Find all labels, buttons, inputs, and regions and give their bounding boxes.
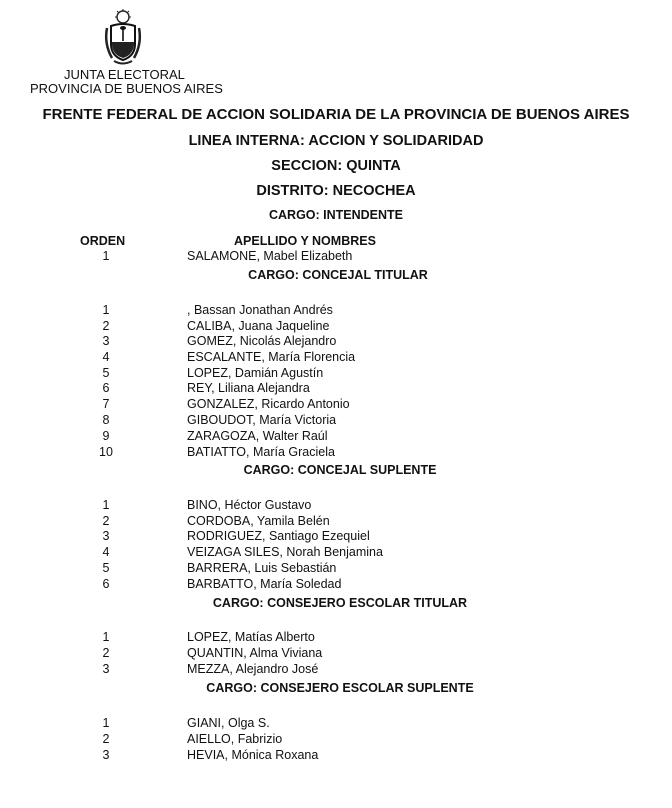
row-order: 1 bbox=[102, 716, 110, 730]
row-order: 2 bbox=[102, 732, 110, 746]
row-name: REY, Liliana Alejandra bbox=[187, 381, 310, 395]
org-name: JUNTA ELECTORAL bbox=[64, 67, 185, 82]
row-name: VEIZAGA SILES, Norah Benjamina bbox=[187, 545, 383, 559]
row-order: 6 bbox=[102, 577, 110, 591]
table-row bbox=[0, 444, 672, 460]
row-order: 2 bbox=[102, 514, 110, 528]
row-order: 7 bbox=[102, 397, 110, 411]
table-row bbox=[0, 248, 672, 264]
row-order: 9 bbox=[102, 429, 110, 443]
row-name: CORDOBA, Yamila Belén bbox=[187, 514, 330, 528]
row-name: BATIATTO, María Graciela bbox=[187, 445, 335, 459]
row-order: 2 bbox=[102, 646, 110, 660]
row-name: RODRIGUEZ, Santiago Ezequiel bbox=[187, 529, 370, 543]
district-title: DISTRITO: NECOCHEA bbox=[256, 183, 416, 199]
row-name: LOPEZ, Damián Agustín bbox=[187, 366, 324, 380]
row-order: 2 bbox=[102, 319, 110, 333]
table-row bbox=[0, 576, 672, 592]
cargo-heading: CARGO: CONCEJAL SUPLENTE bbox=[243, 463, 437, 477]
table-row bbox=[0, 349, 672, 365]
org-province: PROVINCIA DE BUENOS AIRES bbox=[30, 81, 223, 96]
row-order: 4 bbox=[102, 350, 110, 364]
row-name: AIELLO, Fabrizio bbox=[187, 732, 283, 746]
cargo-intendente-heading: CARGO: INTENDENTE bbox=[268, 208, 404, 222]
row-order: 3 bbox=[102, 529, 110, 543]
row-name: ESCALANTE, María Florencia bbox=[187, 350, 356, 364]
row-name: MEZZA, Alejandro José bbox=[187, 662, 319, 676]
table-row bbox=[0, 380, 672, 396]
row-order: 10 bbox=[99, 445, 113, 459]
row-order: 1 bbox=[102, 498, 110, 512]
internal-line-title: LINEA INTERNA: ACCION Y SOLIDARIDAD bbox=[188, 133, 484, 149]
row-name: , Bassan Jonathan Andrés bbox=[187, 303, 333, 317]
row-order: 5 bbox=[102, 561, 110, 575]
table-row bbox=[0, 661, 672, 677]
table-row bbox=[0, 544, 672, 560]
row-name: GONZALEZ, Ricardo Antonio bbox=[187, 397, 350, 411]
cargo-heading: CARGO: CONCEJAL TITULAR bbox=[248, 268, 428, 282]
table-row bbox=[0, 645, 672, 661]
table-row bbox=[0, 497, 672, 513]
table-row bbox=[0, 333, 672, 349]
table-row bbox=[0, 302, 672, 318]
row-name: GIBOUDOT, María Victoria bbox=[187, 413, 337, 427]
row-name: QUANTIN, Alma Viviana bbox=[187, 646, 323, 660]
row-order: 5 bbox=[102, 366, 110, 380]
table-row bbox=[0, 731, 672, 747]
row-name: CALIBA, Juana Jaqueline bbox=[187, 319, 330, 333]
table-row bbox=[0, 715, 672, 731]
table-row bbox=[0, 412, 672, 428]
row-order: 6 bbox=[102, 381, 110, 395]
table-row bbox=[0, 513, 672, 529]
row-order: 1 bbox=[102, 249, 110, 263]
row-name: BARRERA, Luis Sebastián bbox=[187, 561, 337, 575]
row-name: BINO, Héctor Gustavo bbox=[187, 498, 312, 512]
row-order: 3 bbox=[102, 662, 110, 676]
row-order: 3 bbox=[102, 334, 110, 348]
cargo-heading: CARGO: CONSEJERO ESCOLAR SUPLENTE bbox=[206, 681, 474, 695]
row-name: GIANI, Olga S. bbox=[187, 716, 270, 730]
provincial-coat-of-arms-icon bbox=[102, 8, 144, 68]
table-row bbox=[0, 629, 672, 645]
row-order: 4 bbox=[102, 545, 110, 559]
row-name: ZARAGOZA, Walter Raúl bbox=[187, 429, 328, 443]
row-order: 1 bbox=[102, 303, 110, 317]
row-name: HEVIA, Mónica Roxana bbox=[187, 748, 319, 762]
table-row bbox=[0, 396, 672, 412]
row-order: 1 bbox=[102, 630, 110, 644]
row-name: LOPEZ, Matías Alberto bbox=[187, 630, 315, 644]
section-title: SECCION: QUINTA bbox=[271, 158, 401, 174]
row-order: 3 bbox=[102, 748, 110, 762]
cargo-heading: CARGO: CONSEJERO ESCOLAR TITULAR bbox=[212, 596, 468, 610]
table-row bbox=[0, 428, 672, 444]
row-name: BARBATTO, María Soledad bbox=[187, 577, 342, 591]
names-column-header: APELLIDO Y NOMBRES bbox=[234, 234, 376, 248]
table-row bbox=[0, 318, 672, 334]
order-column-header: ORDEN bbox=[80, 234, 126, 248]
party-title: FRENTE FEDERAL DE ACCION SOLIDARIA DE LA PROVINCIA DE BUENOS AIRES bbox=[42, 106, 630, 123]
row-order: 8 bbox=[102, 413, 110, 427]
table-row bbox=[0, 365, 672, 381]
row-name: GOMEZ, Nicolás Alejandro bbox=[187, 334, 337, 348]
table-row bbox=[0, 560, 672, 576]
table-row bbox=[0, 528, 672, 544]
row-name: SALAMONE, Mabel Elizabeth bbox=[187, 249, 353, 263]
table-row bbox=[0, 747, 672, 763]
